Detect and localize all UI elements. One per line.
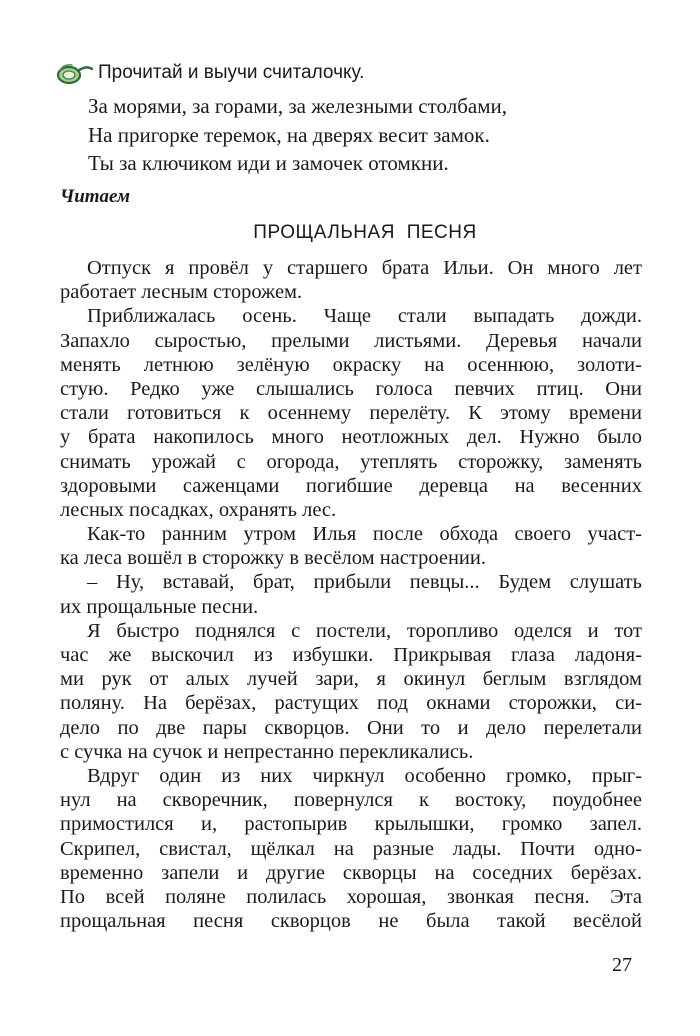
text-line: час же выскочил из избушки. Прикрывая глаза ладоня- (60, 644, 642, 666)
text-line: стали готовиться к осеннему перелёту. К этому времени (60, 402, 642, 425)
page-number: 27 (612, 954, 632, 976)
task-instruction-text: Прочитай и выучи считалочку. (98, 62, 365, 83)
text-line: лесных посадках, охранять лес. (60, 498, 337, 521)
text-line: Как-то ранним утром Илья после обхода своего участ- (87, 523, 642, 546)
counting-rhyme (88, 92, 648, 178)
text-line: ка леса вошёл в сторожку в весёлом настроении. (60, 547, 486, 570)
text-line: Приближалась осень. Чаще стали выпадать дожди. (87, 305, 642, 328)
text-line: Вдруг один из них чиркнул особенно громко, прыг- (87, 764, 642, 787)
section-label: Читаем (60, 186, 131, 207)
text-line: Отпуск я провёл у старшего брата Ильи. Он много лет (87, 257, 642, 279)
text-line: стую. Редко уже слышались голоса певчих птиц. Они (60, 377, 642, 400)
text-line: дело по две пары скворцов. Они то и дело перелетали (60, 716, 642, 739)
text-line: По всей поляне полилась хорошая, звонкая песня. Эта (60, 885, 642, 908)
text-line: их прощальные песни. (60, 595, 259, 618)
story-title: ПРОЩАЛЬНАЯ ПЕСНЯ (253, 222, 477, 243)
text-line: менять летнюю зелёную окраску на осеннюю, золоти- (60, 353, 642, 376)
verse-line: За морями, за горами, за железными столбами, (88, 94, 507, 118)
task-instruction (56, 58, 364, 88)
text-line: у брата накопилось много неотложных дел. Нужно было (60, 426, 642, 449)
text-line: – Ну, вставай, брат, прибыли певцы... Будем слушать (87, 571, 642, 594)
verse-line: На пригорке теремок, на дверях весит замок. (88, 122, 490, 147)
text-line: нул на скворечник, повернулся к востоку, поудобнее (60, 789, 642, 812)
text-line: снимать урожай с огорода, утеплять сторожку, заменять (60, 450, 642, 473)
text-line: примостился и, растопырив крылышки, громко запел. (60, 813, 642, 836)
text-line: временно запели и другие скворцы на соседних берёзах. (60, 861, 642, 884)
story-text (60, 256, 642, 933)
text-line: прощальная песня скворцов не была такой весёлой (60, 910, 642, 933)
text-line: ми рук от алых лучей зари, я окинул беглым взглядом (60, 668, 642, 691)
text-line: с сучка на сучок и непрестанно перекликались. (60, 740, 474, 763)
text-line: работает лесным сторожем. (60, 281, 303, 304)
reading-glasses-icon (56, 59, 94, 87)
text-line: Скрипел, свистал, щёлкал на разные лады. Почти одно- (60, 837, 642, 860)
text-line: поляну. На берёзах, растущих под окнами сторожки, си- (60, 692, 642, 715)
verse-line: Ты за ключиком иди и замочек отомкни. (88, 151, 449, 175)
text-line: Запахло сыростью, прелыми листьями. Деревья начали (60, 329, 642, 352)
text-line: Я быстро поднялся с постели, торопливо оделся и тот (87, 619, 642, 642)
text-line: здоровыми саженцами погибшие деревца на весенних (60, 474, 642, 497)
